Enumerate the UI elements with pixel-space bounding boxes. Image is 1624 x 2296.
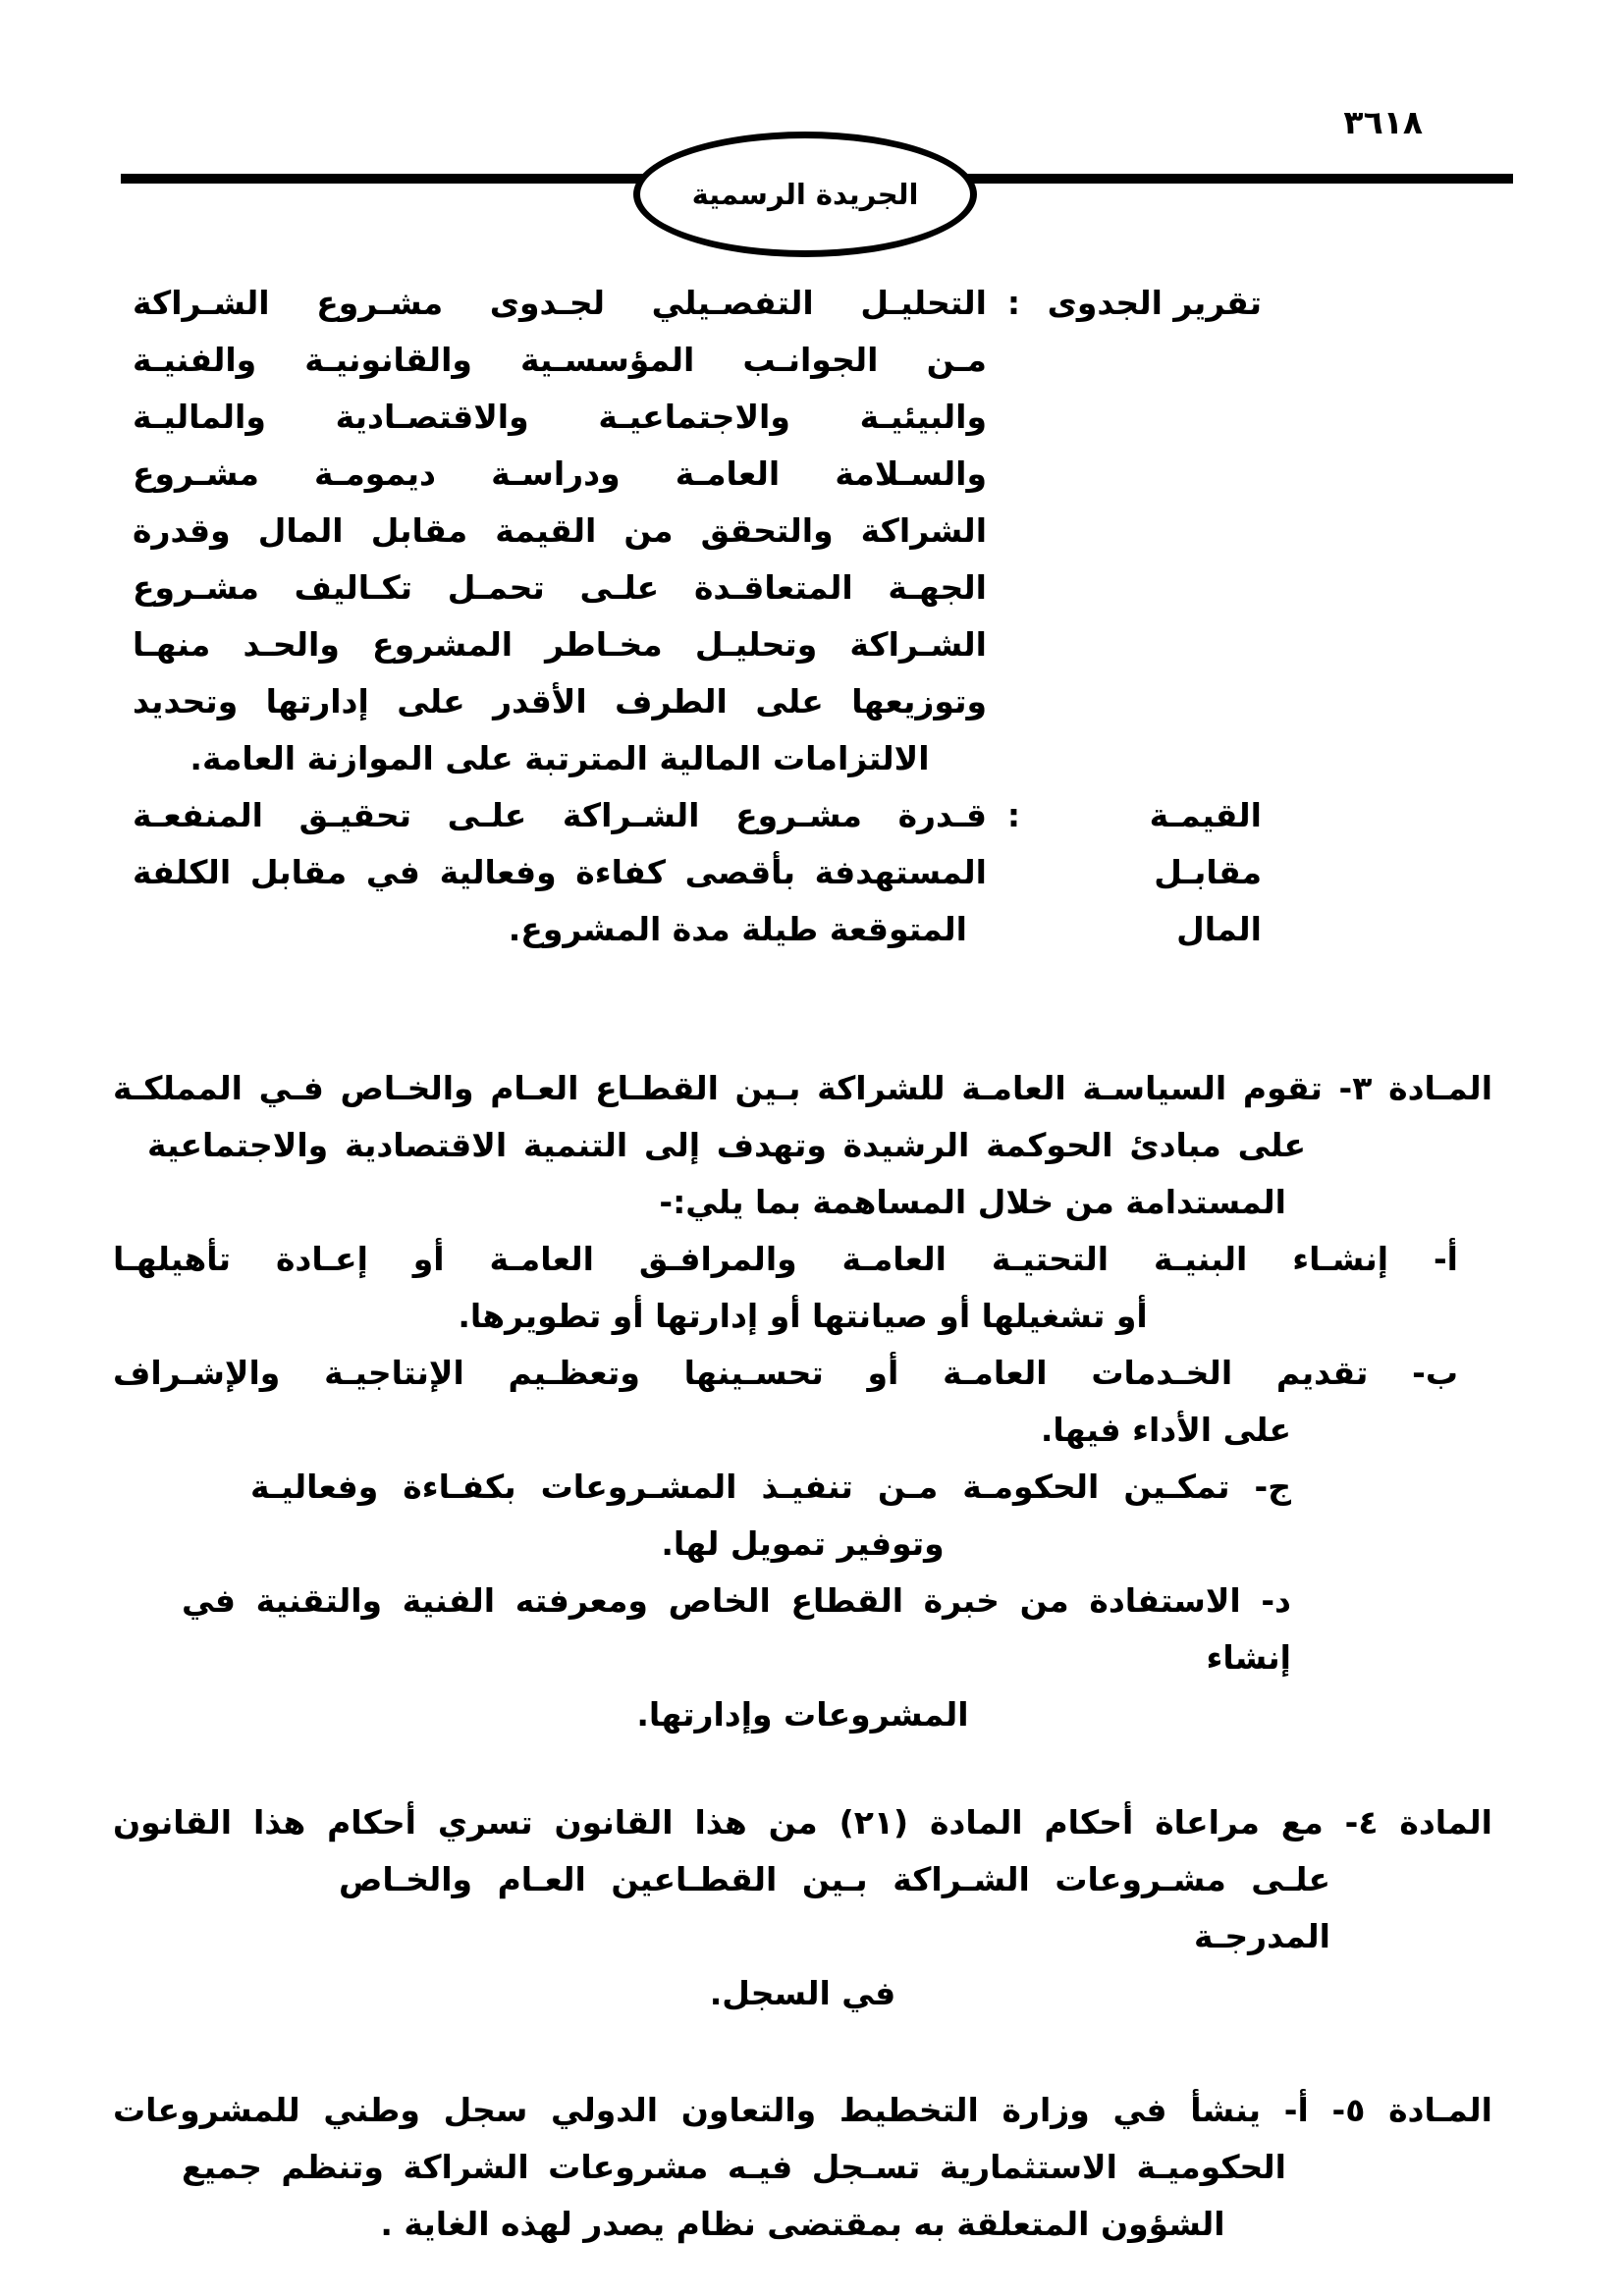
- article-line: المـادة ٥- أ- ينشأ في وزارة التخطيط والتعاون الدولي سجل وطني للمشروعات: [113, 2091, 1492, 2129]
- definition-line: والسـلامة العامـة ودراسـة ديمومـة مشـروع: [133, 454, 987, 493]
- definition-line: مـن الجوانـب المؤسسـية والقانونيـة والفنيـة: [133, 341, 987, 379]
- article-3-item-d: [113, 1573, 1492, 1743]
- article-3: [113, 1060, 1492, 1743]
- definition-line: المستهدفة بأقصى كفاءة وفعالية في مقابل الكلفة: [133, 853, 987, 891]
- definition-line: التحليـل التفصـيلي لجـدوى مشـروع الشـراكة: [133, 284, 987, 322]
- article-line: المستدامة من خلال المساهمة بما يلي:-: [659, 1183, 1286, 1221]
- gazette-seal-label: الجريدة الرسمية: [691, 178, 919, 211]
- definition-term: [1041, 275, 1262, 332]
- article-line: الشؤون المتعلقة به بمقتضى نظام يصدر لهذه الغاية .: [380, 2205, 1225, 2243]
- definition-body: [133, 275, 987, 787]
- article-4: [113, 1794, 1492, 2022]
- definition-line: الالتزامات المالية المترتبة على الموازنة العامة.: [189, 739, 930, 777]
- definition-line: وتوزيعها على الطرف الأقدر على إدارتها وتحديد: [133, 682, 987, 721]
- article-line: على مبادئ الحوكمة الرشيدة وتهدف إلى التنمية الاقتصادية والاجتماعية: [147, 1126, 1306, 1164]
- page-content: [113, 275, 1492, 2253]
- gazette-seal: [633, 132, 977, 257]
- definition-colon: :: [1006, 796, 1021, 834]
- article-line: المـادة ٣- تقوم السياسـة العامـة للشراكة بـين القطـاع العـام والخـاص فـي المملكـة: [113, 1069, 1492, 1107]
- definition-term-line: القيمـة مقابـل: [1149, 796, 1262, 891]
- definition-line: المتوقعة طيلة مدة المشروع.: [508, 910, 967, 948]
- definitions-section: [133, 275, 1262, 958]
- definition-line: والبيئيـة والاجتماعيـة والاقتصـادية والماليـة: [133, 398, 987, 436]
- definition-term: [1041, 787, 1262, 958]
- definition-term-line: تقرير الجدوى: [1047, 284, 1262, 322]
- article-line: الحكوميـة الاستثمارية تسـجل فيـه مشروعات الشراكة وتنظم جميع: [182, 2148, 1286, 2186]
- definition-line: قـدرة مشـروع الشـراكة علـى تحقيـق المنفعـة: [133, 796, 987, 834]
- article-3-item-a: [113, 1231, 1492, 1345]
- article-line: المادة ٤- مع مراعاة أحكام المادة (٢١) من هذا القانون تسري أحكام هذا القانون: [113, 1803, 1492, 1842]
- definition-row-value-for-money: [133, 787, 1262, 958]
- page-number: ٣٦١٨: [1343, 103, 1423, 141]
- article-3-item-b: [113, 1345, 1492, 1459]
- item-line: المشروعات وإدارتها.: [636, 1695, 969, 1734]
- item-line: د- الاستفادة من خبرة القطاع الخاص ومعرفته الفنية والتقنية في إنشاء: [182, 1581, 1291, 1677]
- item-line: ب- تقديم الخـدمات العامـة أو تحسـينها وتعظـيم الإنتاجيـة والإشـراف: [113, 1354, 1458, 1392]
- item-line: أو تشغيلها أو صيانتها أو إدارتها أو تطويرها.: [458, 1297, 1148, 1335]
- article-line: علـى مشـروعات الشـراكة بـين القطـاعين العـام والخـاص المدرجـة: [339, 1860, 1330, 1955]
- item-line: وتوفير تمويل لها.: [661, 1524, 945, 1563]
- article-5: [113, 2082, 1492, 2253]
- definition-row-feasibility-report: [133, 275, 1262, 787]
- definition-line: الجهـة المتعاقـدة علـى تحمـل تكـاليف مشـروع: [133, 568, 987, 607]
- definition-line: الشراكة والتحقق من القيمة مقابل المال وقدرة: [133, 511, 987, 550]
- item-line: أ- إنشـاء البنيـة التحتيـة العامـة والمرافـق العامـة أو إعـادة تأهيلهـا: [113, 1240, 1458, 1278]
- item-line: على الأداء فيها.: [1040, 1411, 1291, 1449]
- definition-term-line: المال: [1176, 910, 1262, 948]
- definition-line: الشـراكة وتحليـل مخـاطر المشروع والحـد منهـا: [133, 625, 987, 664]
- article-line: في السجل.: [709, 1974, 896, 2012]
- definition-body: [133, 787, 987, 958]
- item-line: ج- تمكـين الحكومـة مـن تنفيـذ المشـروعات بكفـاءة وفعاليـة: [250, 1468, 1291, 1506]
- article-3-item-j: [113, 1459, 1492, 1573]
- definition-colon: :: [1006, 284, 1021, 322]
